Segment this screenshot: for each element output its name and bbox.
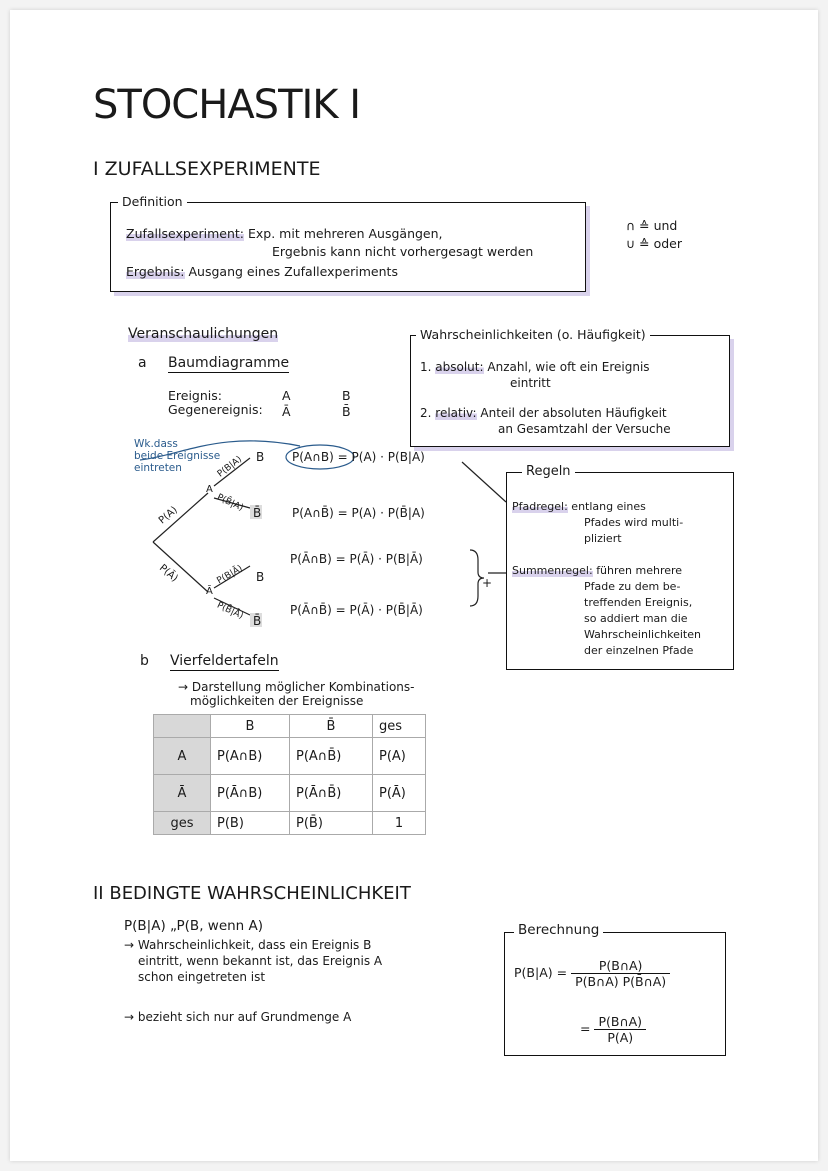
table-cell: 1: [373, 812, 426, 835]
wk-item-2-text: Anteil der absoluten Häufigkeit: [480, 406, 667, 420]
section-2-heading: II BEDINGTE WAHRSCHEINLICHKEIT: [93, 883, 411, 904]
formula-1-rest: = P(A) · P(B|A): [337, 450, 425, 464]
symbol-cap-und: ∩ ≙ und: [626, 218, 678, 233]
leaf-notb-2: B̄: [253, 614, 262, 628]
term-summenregel: Summenregel:: [512, 564, 593, 577]
pfadregel-line-2: Pfades wird multi-: [584, 516, 684, 529]
table-cell: P(B): [211, 812, 290, 835]
path-formula-2: P(A∩B̄) = P(A) · P(B̄|A): [292, 506, 425, 520]
term-pfadregel: Pfadregel:: [512, 500, 568, 513]
wk-item-2-line-2: an Gesamtzahl der Versuche: [498, 422, 671, 436]
summenregel-line-6: der einzelnen Pfade: [584, 644, 694, 657]
summenregel-line-2: Pfade zu dem be-: [584, 580, 681, 593]
table-row: [154, 812, 426, 835]
path-formula-1: [292, 450, 425, 464]
summenregel: [512, 564, 682, 577]
veranschaulichungen-text: Veranschaulichungen: [128, 326, 279, 342]
fraction-1: [571, 958, 670, 989]
wk-item-1-line-2: eintritt: [510, 376, 551, 390]
fraction-2-denominator: P(A): [607, 1030, 634, 1045]
ereignis-b: B: [342, 388, 351, 403]
section-2-def-4: schon eingetreten ist: [138, 970, 266, 984]
table-corner: [154, 715, 211, 738]
b-description-1: → Darstellung möglicher Kombinations-: [178, 680, 415, 694]
berechnung-label: Berechnung: [514, 922, 603, 938]
table-cell: P(A∩B̄): [290, 738, 373, 775]
blue-note-line-1: Wk.dass: [134, 438, 178, 450]
symbol-cup-oder: ∪ ≙ oder: [626, 236, 682, 251]
section-2-def-2: → Wahrscheinlichkeit, dass ein Ereignis B: [124, 938, 372, 952]
wk-item-2: [420, 406, 667, 420]
fraction-1-numerator: P(B∩A): [571, 958, 670, 974]
branch-p-b-given-a: P(B|A): [215, 454, 244, 480]
plus-sign: +: [482, 576, 493, 590]
wk-item-1-text: Anzahl, wie oft ein Ereignis: [487, 360, 650, 374]
pfadregel: [512, 500, 646, 513]
pfadregel-line-3: pliziert: [584, 532, 622, 545]
summenregel-line-5: Wahrscheinlichkeiten: [584, 628, 701, 641]
berechnung-formula-1: [514, 958, 670, 989]
subsection-b-label: b: [140, 653, 149, 669]
table-cell: P(Ā): [373, 775, 426, 812]
table-cell: P(A∩B): [211, 738, 290, 775]
gegenereignis-b: B̄: [342, 404, 351, 419]
notes-page: [10, 10, 818, 1161]
blue-note-line-2: beide Ereignisse: [134, 450, 221, 462]
berechnung-equals: =: [580, 1021, 591, 1036]
section-2-def-3: eintritt, wenn bekannt ist, das Ereignis A: [138, 954, 383, 968]
section-2-def-1: P(B|A) „P(B, wenn A): [124, 918, 264, 934]
table-cell: P(A): [373, 738, 426, 775]
wk-item-2-num: 2.: [420, 406, 432, 420]
summenregel-line-4: so addiert man die: [584, 612, 688, 625]
subsection-a-label: a: [138, 355, 147, 371]
branch-p-a: P(A): [156, 504, 180, 527]
blue-note-line-3: eintreten: [134, 462, 182, 474]
ereignis-label: Ereignis:: [168, 388, 222, 403]
path-formula-3: P(Ā∩B) = P(Ā) · P(B|Ā): [290, 552, 423, 566]
path-formula-4: P(Ā∩B̄) = P(Ā) · P(B̄|Ā): [290, 603, 423, 617]
fraction-2-numerator: P(B∩A): [594, 1014, 646, 1030]
node-a: A: [206, 484, 213, 495]
term-absolut: absolut:: [435, 360, 484, 374]
definition-text-3: Ausgang eines Zufallexperiments: [188, 264, 398, 279]
leaf-b-1: B: [256, 450, 265, 464]
wahrscheinlichkeiten-label: Wahrscheinlichkeiten (o. Häufigkeit): [416, 327, 650, 342]
table-row-label-ges: ges: [154, 812, 211, 835]
term-ergebnis: Ergebnis:: [126, 264, 185, 279]
vierfeldertafel-table: [153, 714, 426, 835]
branch-p-notb-given-a: P(B̄|A): [215, 492, 245, 514]
gegenereignis-label: Gegenereignis:: [168, 402, 263, 417]
branch-p-b-given-nota: P(B|Ā): [215, 563, 245, 587]
summenregel-text-1: führen mehrere: [596, 564, 683, 577]
table-cell: P(Ā∩B): [211, 775, 290, 812]
gegenereignis-a: Ā: [282, 404, 291, 419]
table-cell: P(B̄): [290, 812, 373, 835]
pfadregel-text-1: entlang eines: [571, 500, 646, 513]
wk-item-1-num: 1.: [420, 360, 432, 374]
table-header-notb: B̄: [290, 715, 373, 738]
leaf-b-2: B: [256, 570, 265, 584]
leaf-notb-1: B̄: [253, 506, 262, 520]
table-row: [154, 738, 426, 775]
definition-line-2: Ergebnis kann nicht vorhergesagt werden: [272, 244, 534, 259]
table-header-row: [154, 715, 426, 738]
table-header-ges: ges: [373, 715, 426, 738]
berechnung-lhs: P(B|A) =: [514, 965, 568, 980]
section-2-note: → bezieht sich nur auf Grundmenge A: [124, 1010, 352, 1024]
b-description-2: möglichkeiten der Ereignisse: [190, 694, 364, 708]
definition-label: Definition: [118, 194, 187, 209]
fraction-1-denominator: P(B∩A) P(B̄∩A): [575, 974, 667, 989]
vierfeldertafeln-text: Vierfeldertafeln: [170, 653, 279, 669]
definition-text-1: Exp. mit mehreren Ausgängen,: [248, 226, 443, 241]
table-row-label-nota: Ā: [154, 775, 211, 812]
term-relativ: relativ:: [435, 406, 477, 420]
section-1-heading: I ZUFALLSEXPERIMENTE: [93, 158, 321, 180]
table-row-label-a: A: [154, 738, 211, 775]
subsection-b-title: [170, 653, 279, 669]
baumdiagramme-text: Baumdiagramme: [168, 355, 290, 371]
regeln-label: Regeln: [522, 464, 575, 479]
ereignis-a: A: [282, 388, 291, 403]
table-row: [154, 775, 426, 812]
branch-p-nota: P(Ā): [156, 562, 180, 585]
table-header-b: B: [211, 715, 290, 738]
fraction-2: [594, 1014, 646, 1045]
circled-intersection: P(A∩B): [292, 450, 334, 464]
table-cell: P(Ā∩B̄): [290, 775, 373, 812]
summenregel-line-3: treffenden Ereignis,: [584, 596, 693, 609]
term-zufallsexperiment: Zufallsexperiment:: [126, 226, 245, 241]
page-title: STOCHASTIK I: [93, 82, 361, 128]
node-nota: Ā: [206, 586, 213, 597]
branch-p-notb-given-nota: P(B̄|Ā): [215, 600, 245, 622]
wk-item-1: [420, 360, 650, 374]
berechnung-formula-2: [580, 1014, 646, 1045]
